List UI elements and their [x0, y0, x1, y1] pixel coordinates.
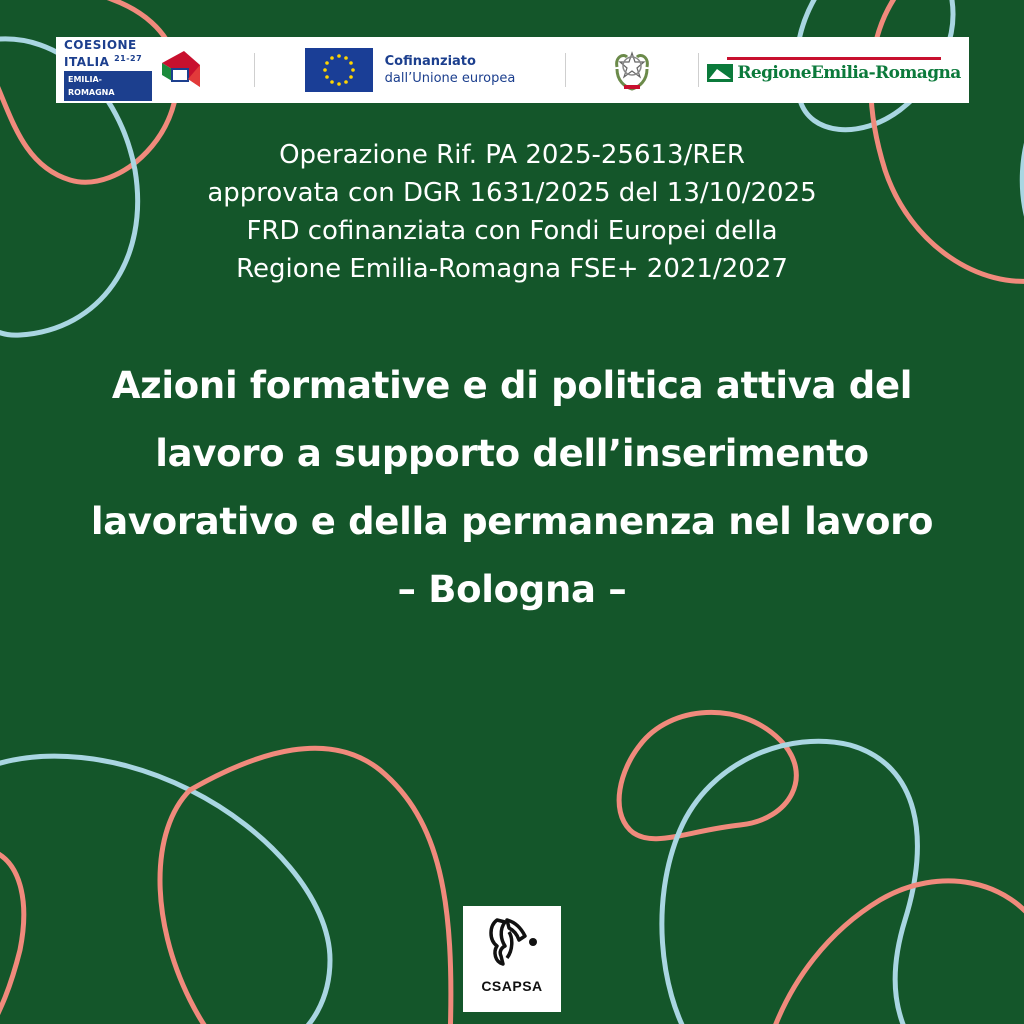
regione-red-bar — [727, 57, 941, 60]
eu-line1: Cofinanziato — [384, 54, 476, 69]
coesione-years: 21-27 — [114, 54, 143, 63]
coesione-italia-logo — [56, 37, 254, 103]
headline — [0, 352, 1024, 624]
headline-line: lavoro a supporto dell’inserimento — [155, 432, 869, 475]
blob-blue-bottom-right — [662, 741, 918, 1024]
coesione-italia-text: ITALIA — [64, 55, 110, 69]
coesione-region: EMILIA-ROMAGNA — [64, 71, 152, 101]
eu-cofinanced-logo — [255, 37, 565, 103]
regione-emilia-romagna-logo — [699, 37, 969, 103]
coesione-line2 — [64, 52, 152, 69]
blob-coral-bottom-right-top — [619, 712, 796, 838]
blob-blue-bottom-left — [0, 756, 330, 1024]
csapsa-name: CSAPSA — [481, 978, 543, 994]
info-line: Regione Emilia-Romagna FSE+ 2021/2027 — [236, 254, 788, 284]
eu-flag-icon — [305, 48, 373, 92]
italian-republic-emblem — [566, 37, 698, 103]
info-line: approvata con DGR 1631/2025 del 13/10/2025 — [207, 178, 817, 208]
italian-republic-emblem-icon — [611, 47, 653, 93]
blob-coral-bottom-left-edge — [0, 850, 24, 1024]
headline-line: lavorativo e della permanenza nel lavoro — [90, 500, 934, 543]
partner-logo-bar — [56, 37, 969, 103]
coesione-line1: COESIONE — [64, 38, 137, 52]
regione-flag-icon — [707, 64, 733, 82]
csapsa-logo — [463, 906, 561, 1012]
headline-line: – Bologna – — [397, 568, 627, 611]
info-line: FRD cofinanziata con Fondi Europei della — [246, 216, 778, 246]
coesione-arrow-icon — [158, 47, 204, 93]
headline-line: Azioni formative e di politica attiva del — [111, 364, 913, 407]
eu-line2: dall’Unione europea — [384, 71, 516, 86]
csapsa-logo-icon — [477, 906, 547, 976]
info-line: Operazione Rif. PA 2025-25613/RER — [279, 140, 745, 170]
regione-name: RegioneEmilia-Romagna — [737, 63, 961, 83]
operation-info — [0, 136, 1024, 288]
